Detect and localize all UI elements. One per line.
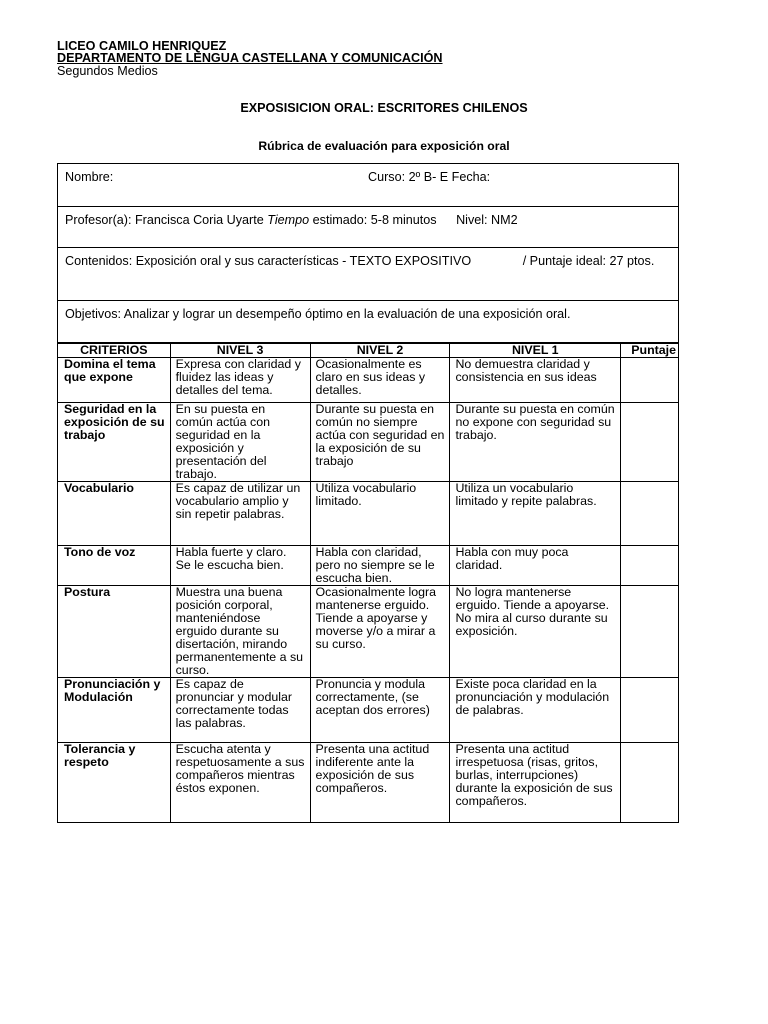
profesor-label: Profesor(a): Francisca Coria Uyarte <box>65 213 264 227</box>
criterio-cell: Pronunciación y Modulación <box>58 678 171 743</box>
objetivos-label: Objetivos: Analizar y lograr un desempeño óptimo en la evaluación de una exposición oral. <box>65 307 571 321</box>
criterio-cell: Vocabulario <box>58 482 171 546</box>
rubric-row <box>58 482 679 546</box>
rubric-row <box>58 546 679 586</box>
nivel-1-cell: No logra mantenerse erguido. Tiende a apoyarse. No mira al curso durante su exposición. <box>450 586 621 678</box>
header-nivel-1: NIVEL 1 <box>450 344 621 358</box>
nivel-1-cell: Existe poca claridad en la pronunciación y modulación de palabras. <box>450 678 621 743</box>
course-group: Segundos Medios <box>57 64 158 78</box>
nivel-1-cell: Presenta una actitud irrespetuosa (risas, gritos, burlas, interrupciones) durante la exposición de sus compañeros. <box>450 743 621 823</box>
rubric-row <box>58 678 679 743</box>
nivel-2-cell: Durante su puesta en común no siempre actúa con seguridad en la exposición de su trabajo <box>310 403 450 482</box>
criterio-cell: Domina el tema que expone <box>58 358 171 403</box>
info-row-profesor <box>58 207 679 248</box>
rubric-header-row <box>58 344 679 358</box>
nivel-1-cell: Durante su puesta en común no expone con seguridad su trabajo. <box>450 403 621 482</box>
rubric-row <box>58 403 679 482</box>
nivel-2-cell: Presenta una actitud indiferente ante la exposición de sus compañeros. <box>310 743 450 823</box>
criterio-cell: Postura <box>58 586 171 678</box>
puntaje-cell[interactable] <box>621 358 679 403</box>
nivel-2-cell: Pronuncia y modula correctamente, (se aceptan dos errores) <box>310 678 450 743</box>
puntaje-ideal: / Puntaje ideal: 27 ptos. <box>522 254 655 268</box>
criterio-cell: Seguridad en la exposición de su trabajo <box>58 403 171 482</box>
header-nivel-2: NIVEL 2 <box>310 344 450 358</box>
nivel-3-cell: Habla fuerte y claro. Se le escucha bien. <box>170 546 310 586</box>
puntaje-cell[interactable] <box>621 586 679 678</box>
department-name: DEPARTAMENTO DE LENGUA CASTELLANA Y COMUNICACIÓN <box>57 51 443 65</box>
school-name: LICEO CAMILO HENRIQUEZ <box>57 39 227 53</box>
puntaje-cell[interactable] <box>621 482 679 546</box>
rubric-row <box>58 358 679 403</box>
rubric-table <box>57 343 679 823</box>
rubric-row <box>58 743 679 823</box>
curso-label: Curso: 2º B- E Fecha: <box>368 170 491 184</box>
criterio-cell: Tolerancia y respeto <box>58 743 171 823</box>
puntaje-cell[interactable] <box>621 743 679 823</box>
tiempo-rest: estimado: 5-8 minutos <box>312 213 437 227</box>
nivel-3-cell: Escucha atenta y respetuosamente a sus compañeros mientras éstos exponen. <box>170 743 310 823</box>
nivel-1-cell: Habla con muy poca claridad. <box>450 546 621 586</box>
nivel-2-cell: Habla con claridad, pero no siempre se le escucha bien. <box>310 546 450 586</box>
nivel-3-cell: Expresa con claridad y fluidez las ideas y detalles del tema. <box>170 358 310 403</box>
nivel-2-cell: Ocasionalmente logra mantenerse erguido. Tiende a apoyarse y moverse y/o a mirar a su curso. <box>310 586 450 678</box>
document-title: EXPOSISICION ORAL: ESCRITORES CHILENOS <box>240 101 528 115</box>
nivel-1-cell: Utiliza un vocabulario limitado y repite palabras. <box>450 482 621 546</box>
nivel-2-cell: Ocasionalmente es claro en sus ideas y detalles. <box>310 358 450 403</box>
nivel-3-cell: Es capaz de utilizar un vocabulario amplio y sin repetir palabras. <box>170 482 310 546</box>
nivel-label: Nivel: NM2 <box>456 213 518 227</box>
nivel-1-cell: No demuestra claridad y consistencia en sus ideas <box>450 358 621 403</box>
info-row-contenidos <box>58 248 679 301</box>
info-row-nombre <box>58 164 679 207</box>
tiempo-word: Tiempo <box>267 213 310 227</box>
puntaje-cell[interactable] <box>621 546 679 586</box>
nivel-3-cell: Es capaz de pronunciar y modular correctamente todas las palabras. <box>170 678 310 743</box>
header-puntaje: Puntaje <box>621 344 679 358</box>
info-row-objetivos <box>58 301 679 343</box>
info-table <box>57 163 679 343</box>
header-nivel-3: NIVEL 3 <box>170 344 310 358</box>
nombre-label: Nombre: <box>65 170 114 184</box>
nivel-3-cell: Muestra una buena posición corporal, manteniéndose erguido durante su disertación, mirando permanentemente a su curso. <box>170 586 310 678</box>
criterio-cell: Tono de voz <box>58 546 171 586</box>
header-criterios: CRITERIOS <box>58 344 171 358</box>
puntaje-cell[interactable] <box>621 678 679 743</box>
document-subtitle: Rúbrica de evaluación para exposición oral <box>258 139 510 153</box>
puntaje-cell[interactable] <box>621 403 679 482</box>
nivel-2-cell: Utiliza vocabulario limitado. <box>310 482 450 546</box>
rubric-row <box>58 586 679 678</box>
nivel-3-cell: En su puesta en común actúa con seguridad en la exposición y presentación del trabajo. <box>170 403 310 482</box>
contenidos-label: Contenidos: Exposición oral y sus características - TEXTO EXPOSITIVO <box>65 254 472 268</box>
